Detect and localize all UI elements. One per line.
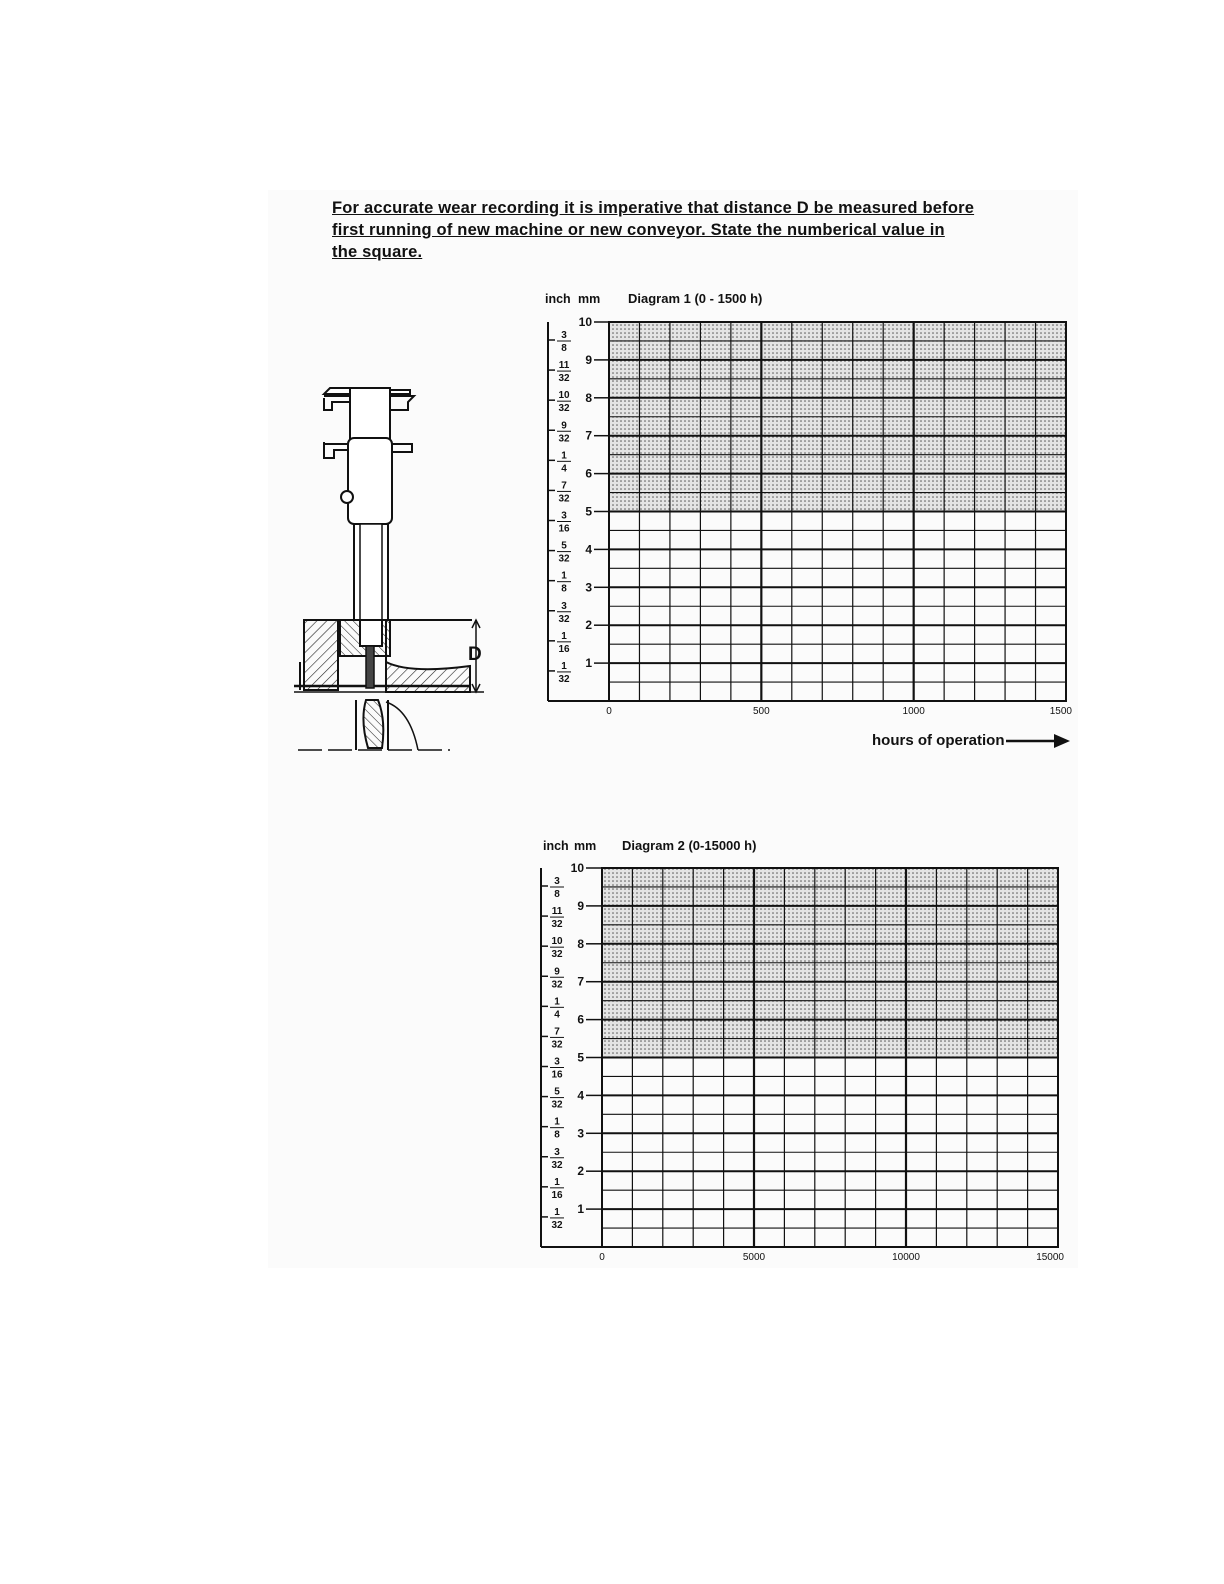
diagram2-inch-denominator: 32 bbox=[551, 949, 563, 961]
diagram2-x-tick-label: 10000 bbox=[892, 1252, 920, 1263]
diagram1-mm-tick-label: 8 bbox=[585, 390, 592, 405]
diagram1-x-tick-label: 1500 bbox=[1049, 706, 1072, 717]
diagram2-mm-tick-label: 6 bbox=[577, 1012, 584, 1027]
diagram2-inch-denominator: 16 bbox=[551, 1069, 563, 1081]
diagram2-inch-numerator: 1 bbox=[554, 1116, 560, 1128]
diagram1-inch-denominator: 16 bbox=[558, 643, 570, 655]
diagram2-mm-tick-label: 10 bbox=[570, 861, 584, 875]
diagram1-inch-denominator: 32 bbox=[558, 553, 570, 565]
diagram2-inch-numerator: 3 bbox=[554, 1146, 560, 1158]
diagram1-inch-denominator: 32 bbox=[558, 403, 570, 415]
diagram2-mm-tick-label: 9 bbox=[577, 898, 584, 913]
diagram2-inch-denominator: 32 bbox=[551, 979, 563, 991]
diagram1-inch-numerator: 10 bbox=[558, 390, 570, 402]
diagram2-inch-denominator: 16 bbox=[551, 1189, 563, 1201]
diagram1-inch-numerator: 11 bbox=[558, 360, 570, 372]
diagram2-inch-numerator: 10 bbox=[551, 936, 563, 948]
diagram2-inch-denominator: 32 bbox=[551, 1159, 563, 1171]
diagram2-mm-tick-label: 7 bbox=[577, 974, 584, 989]
diagram1-x-tick-label: 500 bbox=[752, 706, 770, 717]
diagram2-inch-numerator: 3 bbox=[554, 1056, 560, 1068]
diagram1-inch-numerator: 3 bbox=[561, 510, 567, 522]
notice-line-1: For accurate wear recording it is imperative that distance D be measured before bbox=[332, 199, 975, 217]
diagram1-inch-denominator: 32 bbox=[558, 613, 570, 625]
diagram1-mm-tick-label: 2 bbox=[585, 618, 592, 633]
diagram2-x-tick-label: 15000 bbox=[1036, 1252, 1064, 1263]
diagram2-inch-denominator: 8 bbox=[554, 1129, 560, 1141]
diagram1-inch-numerator: 9 bbox=[561, 420, 567, 432]
diagram1-inch-denominator: 32 bbox=[558, 373, 570, 385]
diagram1-mm-tick-label: 1 bbox=[585, 656, 592, 671]
diagram2-mm-tick-label: 8 bbox=[577, 936, 584, 951]
diagram1-inch-denominator: 16 bbox=[558, 523, 570, 535]
diagram1-inch-numerator: 5 bbox=[561, 540, 567, 552]
diagram1-x-tick-label: 0 bbox=[606, 706, 612, 717]
diagram2-inch-label: inch bbox=[543, 839, 569, 853]
diagram2-inch-denominator: 32 bbox=[551, 1039, 563, 1051]
diagram2-inch-numerator: 7 bbox=[554, 1026, 560, 1038]
diagram1-inch-numerator: 3 bbox=[561, 330, 567, 342]
diagram2-inch-numerator: 11 bbox=[551, 906, 563, 918]
diagram2-mm-tick-label: 3 bbox=[577, 1126, 584, 1141]
diagram1-inch-numerator: 1 bbox=[561, 630, 567, 642]
diagram2-inch-numerator: 1 bbox=[554, 1176, 560, 1188]
diagram1-inch-numerator: 3 bbox=[561, 600, 567, 612]
diagram2-inch-denominator: 32 bbox=[551, 919, 563, 931]
diagram2-inch-numerator: 3 bbox=[554, 876, 560, 888]
diagram1-mm-tick-label: 5 bbox=[585, 504, 592, 519]
diagram2-inch-denominator: 4 bbox=[554, 1009, 560, 1021]
diagram1-inch-label: inch bbox=[545, 292, 571, 306]
diagram1-mm-tick-label: 4 bbox=[585, 542, 592, 557]
diagram2-mm-tick-label: 2 bbox=[577, 1164, 584, 1179]
diagram2-inch-denominator: 32 bbox=[551, 1099, 563, 1111]
diagram2-inch-denominator: 32 bbox=[551, 1219, 563, 1231]
diagram1-inch-numerator: 1 bbox=[561, 450, 567, 462]
diagram2-inch-numerator: 1 bbox=[554, 1206, 560, 1218]
diagram2-mm-tick-label: 1 bbox=[577, 1202, 584, 1217]
diagram2-mm-tick-label: 4 bbox=[577, 1088, 584, 1103]
diagram1-title: Diagram 1 (0 - 1500 h) bbox=[628, 291, 763, 306]
diagram1-mm-tick-label: 10 bbox=[578, 315, 592, 329]
diagram2-x-tick-label: 5000 bbox=[742, 1252, 766, 1263]
diagram2-title: Diagram 2 (0-15000 h) bbox=[622, 838, 757, 853]
diagram2-inch-numerator: 9 bbox=[554, 966, 560, 978]
dimension-d-label: D bbox=[468, 644, 482, 665]
diagram2-mm-label: mm bbox=[574, 839, 597, 853]
diagram1-inch-numerator: 1 bbox=[561, 660, 567, 672]
diagram2-inch-numerator: 1 bbox=[554, 996, 560, 1008]
diagram1-inch-denominator: 32 bbox=[558, 673, 570, 685]
diagram2-inch-numerator: 5 bbox=[554, 1086, 560, 1098]
diagram1-inch-denominator: 8 bbox=[561, 583, 567, 595]
x-axis-caption: hours of operation bbox=[872, 732, 1005, 749]
diagram1-inch-numerator: 7 bbox=[561, 480, 567, 492]
diagram1-inch-denominator: 8 bbox=[561, 343, 567, 355]
diagram1-mm-tick-label: 9 bbox=[585, 352, 592, 367]
diagram1-x-tick-label: 1000 bbox=[902, 706, 925, 717]
notice-line-3: the square. bbox=[332, 243, 423, 261]
diagram1-mm-tick-label: 7 bbox=[585, 428, 592, 443]
diagram1-inch-denominator: 32 bbox=[558, 493, 570, 505]
diagram2-inch-denominator: 8 bbox=[554, 889, 560, 901]
diagram1-mm-tick-label: 3 bbox=[585, 580, 592, 595]
diagram1-mm-label: mm bbox=[578, 292, 601, 306]
diagram1-inch-denominator: 32 bbox=[558, 433, 570, 445]
diagram1-mm-tick-label: 6 bbox=[585, 466, 592, 481]
diagram1-inch-numerator: 1 bbox=[561, 570, 567, 582]
diagram2-mm-tick-label: 5 bbox=[577, 1050, 584, 1065]
notice-line-2: first running of new machine or new conveyor. State the numberical value in bbox=[332, 221, 945, 239]
diagram1-inch-denominator: 4 bbox=[561, 463, 567, 475]
diagram2-x-tick-label: 0 bbox=[599, 1252, 605, 1263]
